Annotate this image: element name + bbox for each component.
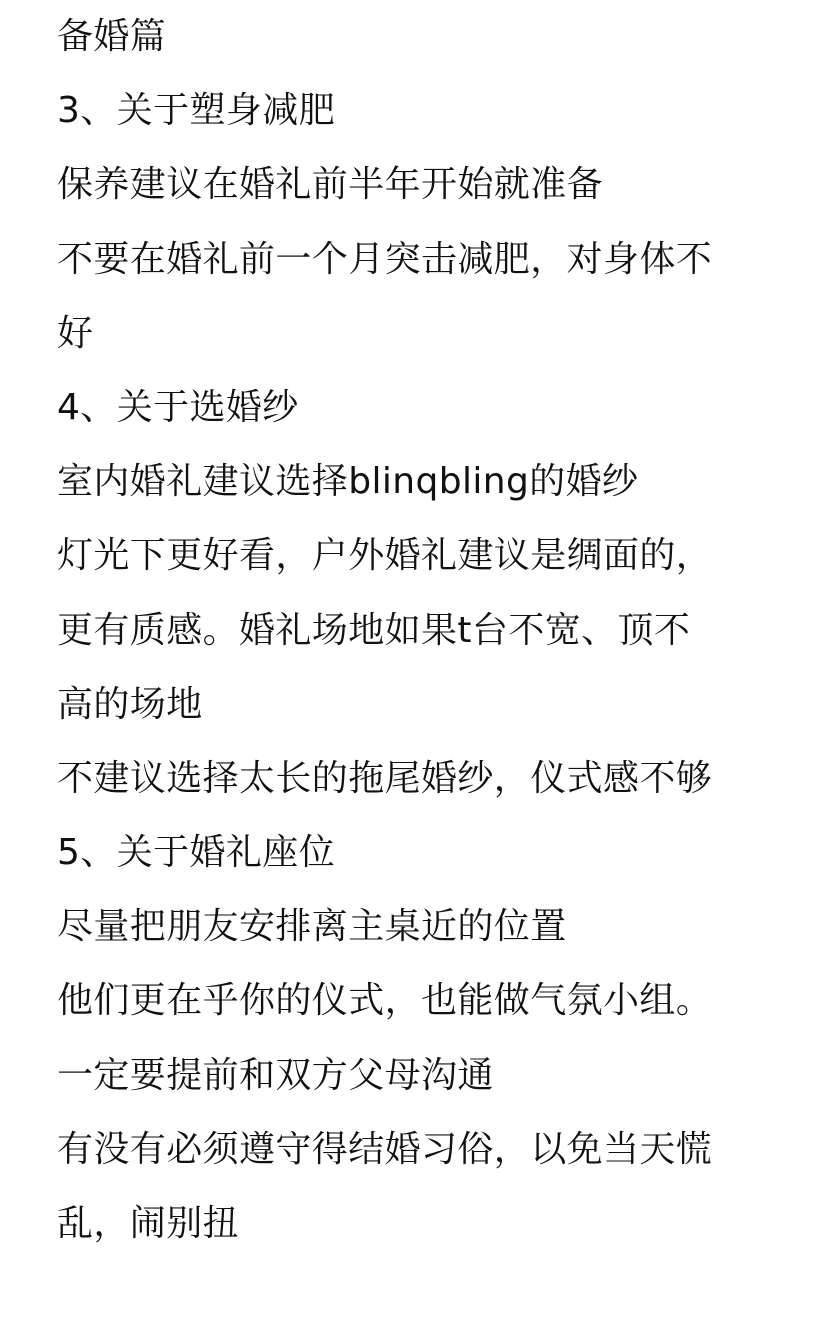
text-line: 高的场地 xyxy=(57,683,203,725)
text-line: 好 xyxy=(57,312,94,354)
text-line: 尽量把朋友安排离主桌近的位置 xyxy=(57,906,567,948)
text-line: 有没有必须遵守得结婚习俗，以免当天慌 xyxy=(57,1128,713,1170)
heading-4-wedding-dress: 4、关于选婚纱 xyxy=(57,386,299,428)
text-line: 不建议选择太长的拖尾婚纱，仪式感不够 xyxy=(57,757,713,799)
text-line: 灯光下更好看，户外婚礼建议是绸面的， xyxy=(57,535,713,577)
text-line: 室内婚礼建议选择blinqbling的婚纱 xyxy=(57,461,639,503)
text-line: 保养建议在婚礼前半年开始就准备 xyxy=(57,164,604,206)
heading-5-seating: 5、关于婚礼座位 xyxy=(57,832,336,874)
text-line: 乱，闹别扭 xyxy=(57,1203,240,1244)
heading-3-body-shaping: 3、关于塑身减肥 xyxy=(57,90,336,132)
text-line: 更有质感。婚礼场地如果t台不宽、顶不 xyxy=(57,609,691,651)
text-line: 不要在婚礼前一个月突击减肥，对身体不 xyxy=(57,238,713,280)
section-title: 备婚篇 xyxy=(57,16,167,57)
text-line: 一定要提前和双方父母沟通 xyxy=(57,1054,494,1096)
text-block xyxy=(57,0,817,1261)
text-line: 他们更在乎你的仪式，也能做气氛小组。 xyxy=(57,980,713,1022)
